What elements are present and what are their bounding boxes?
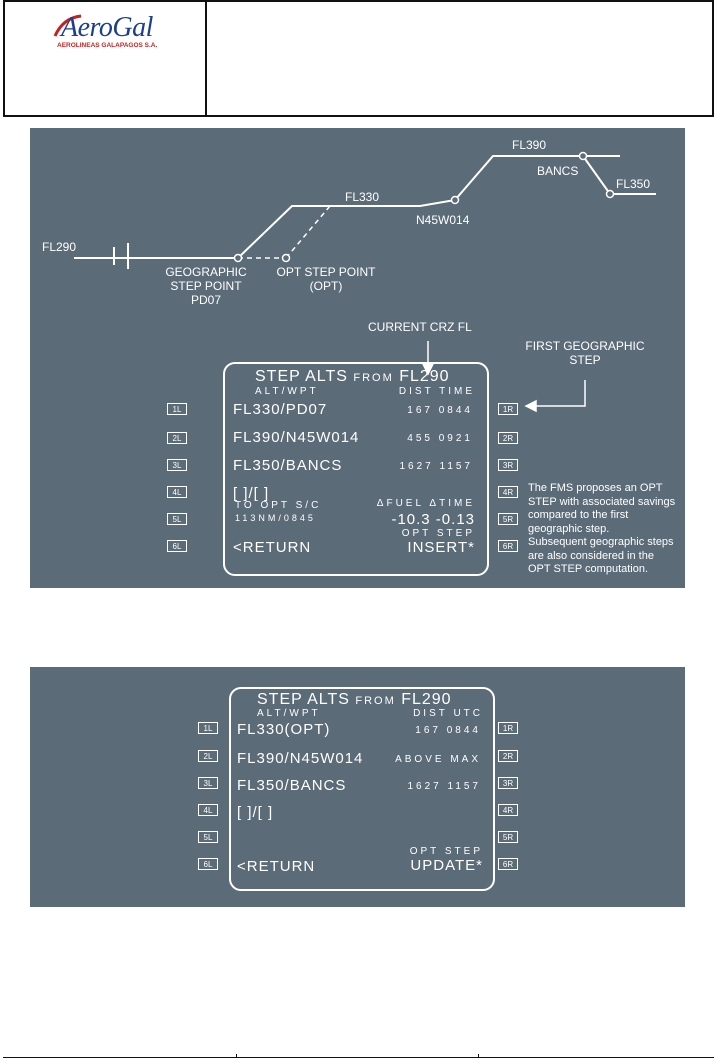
cdu-row-4-left[interactable]: [ ]/[ ] xyxy=(237,804,274,821)
cdu-hdr-dist-time: DIST TIME xyxy=(398,386,475,397)
cdu-row-3-left[interactable]: FL350/BANCS xyxy=(237,777,347,794)
footer-rule xyxy=(3,1057,714,1058)
label-n45w014: N45W014 xyxy=(416,213,470,227)
cdu-row-3-left[interactable]: FL350/BANCS xyxy=(233,457,343,474)
cdu-title: STEP ALTS FROM FL290 xyxy=(257,691,452,708)
cdu-fuel-time-hdr: ΔFUEL ΔTIME xyxy=(376,498,475,509)
cdu-row-2-right: ABOVE MAX xyxy=(395,754,481,765)
cdu-row-1-right: 167 0844 xyxy=(407,405,473,416)
lsk-5l[interactable]: 5L xyxy=(167,513,187,525)
lsk-1r[interactable]: 1R xyxy=(498,722,518,734)
label-fl350: FL350 xyxy=(616,177,651,191)
lsk-1l[interactable]: 1L xyxy=(167,403,187,415)
lsk-1r[interactable]: 1R xyxy=(498,403,518,415)
aerogal-logo xyxy=(53,12,173,52)
cdu-row-3-right: 1627 1157 xyxy=(399,461,473,472)
lsk-3r[interactable]: 3R xyxy=(498,777,518,789)
fms-note: The FMS proposes an OPT STEP with associated savings compared to the first geographic step. Subsequent geographic steps are also considered in the OPT STEP computation. xyxy=(528,482,676,575)
footer-tick xyxy=(236,1054,237,1057)
lsk-4r[interactable]: 4R xyxy=(498,804,518,816)
label-geographic-step: GEOGRAPHIC STEP POINT PD07 xyxy=(165,265,247,307)
cdu-row-1-left[interactable]: FL330/PD07 xyxy=(233,401,328,418)
lsk-5l[interactable]: 5L xyxy=(198,831,218,843)
cdu-hdr-alt-wpt: ALT/WPT xyxy=(255,386,319,397)
cdu-title: STEP ALTS FROM FL290 xyxy=(255,368,450,385)
cdu-screen-insert xyxy=(223,362,489,576)
cdu-row-4-left[interactable]: [ ]/[ ] xyxy=(233,485,270,502)
cdu-opt-step-label: OPT STEP xyxy=(409,846,483,857)
lsk-3l[interactable]: 3L xyxy=(167,459,187,471)
lsk-3r[interactable]: 3R xyxy=(498,459,518,471)
cdu-return-prompt[interactable]: <RETURN xyxy=(237,858,316,875)
cdu-to-opt-label: TO OPT S/C xyxy=(235,500,322,511)
lsk-6l[interactable]: 6L xyxy=(198,858,218,870)
lsk-6r[interactable]: 6R xyxy=(498,858,518,870)
cdu-row-1-right: 167 0844 xyxy=(415,725,481,736)
cdu-fuel-time-values: -10.3 -0.13 xyxy=(391,511,475,528)
cdu-row-1-left[interactable]: FL330(OPT) xyxy=(237,721,331,738)
lsk-4l[interactable]: 4L xyxy=(198,804,218,816)
lsk-4r[interactable]: 4R xyxy=(498,486,518,498)
lsk-2l[interactable]: 2L xyxy=(198,750,218,762)
document-header xyxy=(3,0,714,117)
lsk-5r[interactable]: 5R xyxy=(498,831,518,843)
label-fl330: FL330 xyxy=(345,190,380,204)
lsk-6l[interactable]: 6L xyxy=(167,540,187,552)
lsk-5r[interactable]: 5R xyxy=(498,513,518,525)
cdu-row-2-right: 455 0921 xyxy=(407,433,473,444)
cdu-row-2-left[interactable]: FL390/N45W014 xyxy=(237,750,364,767)
label-bancs: BANCS xyxy=(537,164,579,178)
cdu-to-opt-value: 113NM/0845 xyxy=(235,513,316,523)
lsk-4l[interactable]: 4L xyxy=(167,486,187,498)
lsk-1l[interactable]: 1L xyxy=(198,722,218,734)
label-fl390: FL390 xyxy=(512,138,547,152)
lsk-2r[interactable]: 2R xyxy=(498,750,518,762)
cdu-row-3-right: 1627 1157 xyxy=(407,781,481,792)
label-current-crz-fl: CURRENT CRZ FL xyxy=(368,320,472,334)
lsk-2r[interactable]: 2R xyxy=(498,432,518,444)
header-divider xyxy=(205,2,207,115)
label-opt-step-point: OPT STEP POINT (OPT) xyxy=(276,265,376,293)
cdu-opt-step-label: OPT STEP xyxy=(401,528,475,539)
step-alts-update-panel xyxy=(30,667,685,907)
cdu-update-prompt[interactable]: UPDATE* xyxy=(410,857,483,874)
lsk-6r[interactable]: 6R xyxy=(498,540,518,552)
cdu-row-2-left[interactable]: FL390/N45W014 xyxy=(233,429,360,446)
logo-text: AeroGal xyxy=(61,12,153,43)
label-first-geographic-step: FIRST GEOGRAPHIC STEP xyxy=(525,339,645,367)
logo-subtitle: AEROLINEAS GALAPAGOS S.A. xyxy=(57,42,158,49)
lsk-3l[interactable]: 3L xyxy=(198,777,218,789)
footer-tick xyxy=(478,1054,479,1057)
cdu-insert-prompt[interactable]: INSERT* xyxy=(407,539,475,556)
lsk-2l[interactable]: 2L xyxy=(167,432,187,444)
cdu-hdr-alt-wpt: ALT/WPT xyxy=(257,708,321,719)
label-fl290: FL290 xyxy=(42,240,77,254)
cdu-screen-update xyxy=(229,687,495,891)
cdu-return-prompt[interactable]: <RETURN xyxy=(233,539,312,556)
cdu-hdr-dist-utc: DIST UTC xyxy=(413,708,483,719)
step-alts-diagram-panel xyxy=(30,128,685,588)
